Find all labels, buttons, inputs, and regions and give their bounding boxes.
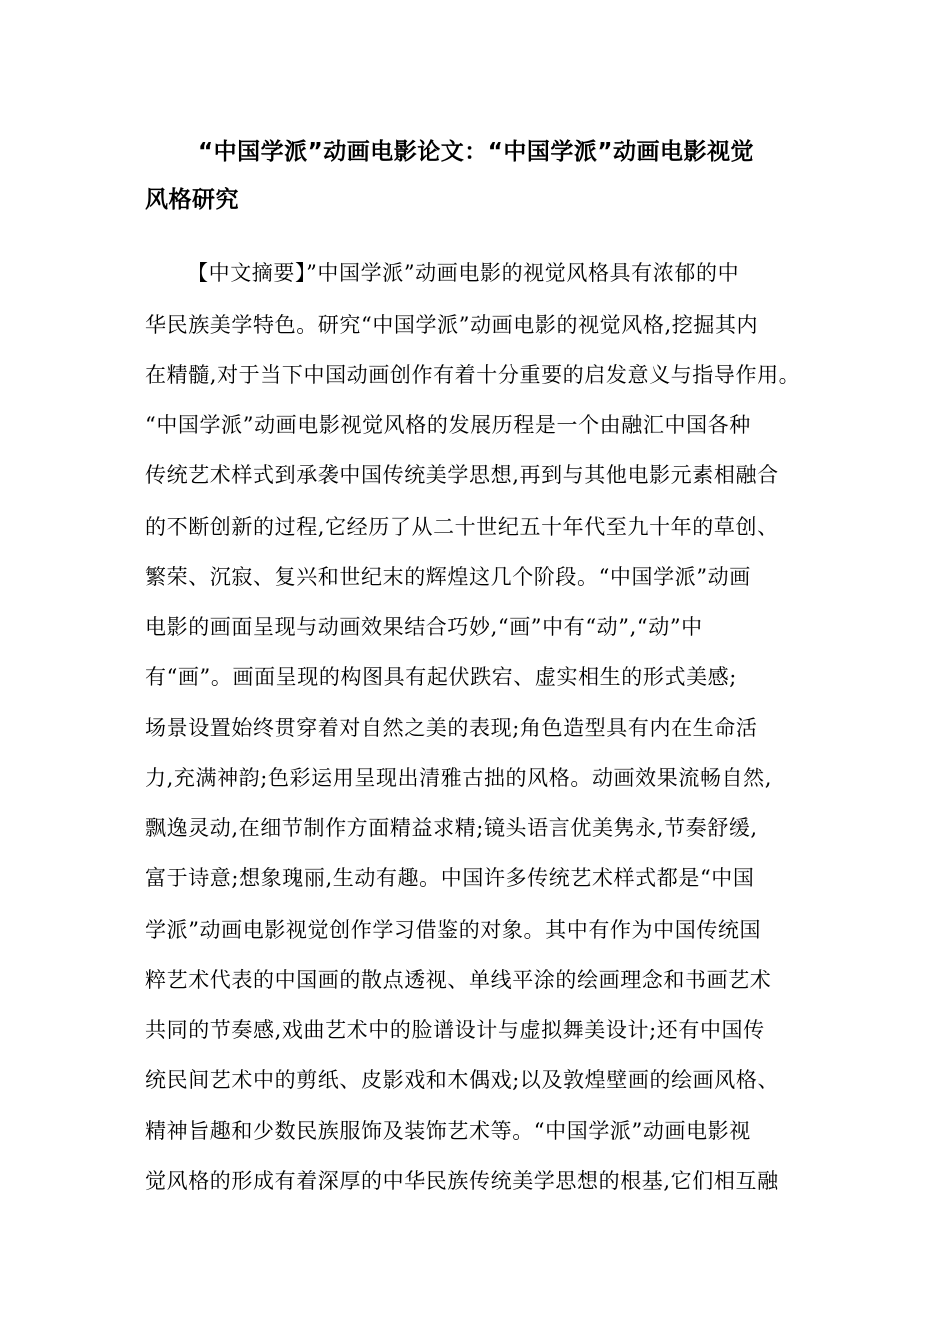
body-line-14: 学派”动画电影视觉创作学习借鉴的对象。其中有作为中国传统国 xyxy=(145,918,762,942)
body-line-13: 富于诗意;想象瑰丽,生动有趣。中国许多传统艺术样式都是“中国 xyxy=(145,866,755,890)
body-line-4: “中国学派”动画电影视觉风格的发展历程是一个由融汇中国各种 xyxy=(145,413,751,437)
body-line-6: 的不断创新的过程,它经历了从二十世纪五十年代至九十年的草创、 xyxy=(145,515,779,539)
body-line-2: 华民族美学特色。研究“中国学派”动画电影的视觉风格,挖掘其内 xyxy=(145,313,759,337)
body-line-3: 在精髓,对于当下中国动画创作有着十分重要的启发意义与指导作用。 xyxy=(145,363,801,387)
body-line-1: 【中文摘要】”中国学派”动画电影的视觉风格具有浓郁的中 xyxy=(187,261,740,285)
body-line-18: 精神旨趣和少数民族服饰及装饰艺术等。“中国学派”动画电影视 xyxy=(145,1119,751,1143)
body-line-9: 有“画”。画面呈现的构图具有起伏跌宕、虚实相生的形式美感; xyxy=(145,665,737,689)
document-title-line-1: “中国学派”动画电影论文：“中国学派”动画电影视觉 xyxy=(198,139,754,165)
body-line-17: 统民间艺术中的剪纸、皮影戏和木偶戏;以及敦煌壁画的绘画风格、 xyxy=(145,1068,780,1092)
body-line-12: 飘逸灵动,在细节制作方面精益求精;镜头语言优美隽永,节奏舒缓, xyxy=(145,816,758,840)
body-line-5: 传统艺术样式到承袭中国传统美学思想,再到与其他电影元素相融合 xyxy=(145,463,779,487)
body-line-16: 共同的节奏感,戏曲艺术中的脸谱设计与虚拟舞美设计;还有中国传 xyxy=(145,1018,765,1042)
body-line-11: 力,充满神韵;色彩运用呈现出清雅古拙的风格。动画效果流畅自然, xyxy=(145,766,773,790)
document-title-line-2: 风格研究 xyxy=(145,187,239,213)
body-line-19: 觉风格的形成有着深厚的中华民族传统美学思想的根基,它们相互融 xyxy=(145,1169,779,1193)
body-line-15: 粹艺术代表的中国画的散点透视、单线平涂的绘画理念和书画艺术 xyxy=(145,968,772,992)
body-line-7: 繁荣、沉寂、复兴和世纪末的辉煌这几个阶段。“中国学派”动画 xyxy=(145,565,751,589)
body-line-8: 电影的画面呈现与动画效果结合巧妙,“画”中有“动”,“动”中 xyxy=(145,615,703,639)
body-line-10: 场景设置始终贯穿着对自然之美的表现;角色造型具有内在生命活 xyxy=(145,716,758,740)
